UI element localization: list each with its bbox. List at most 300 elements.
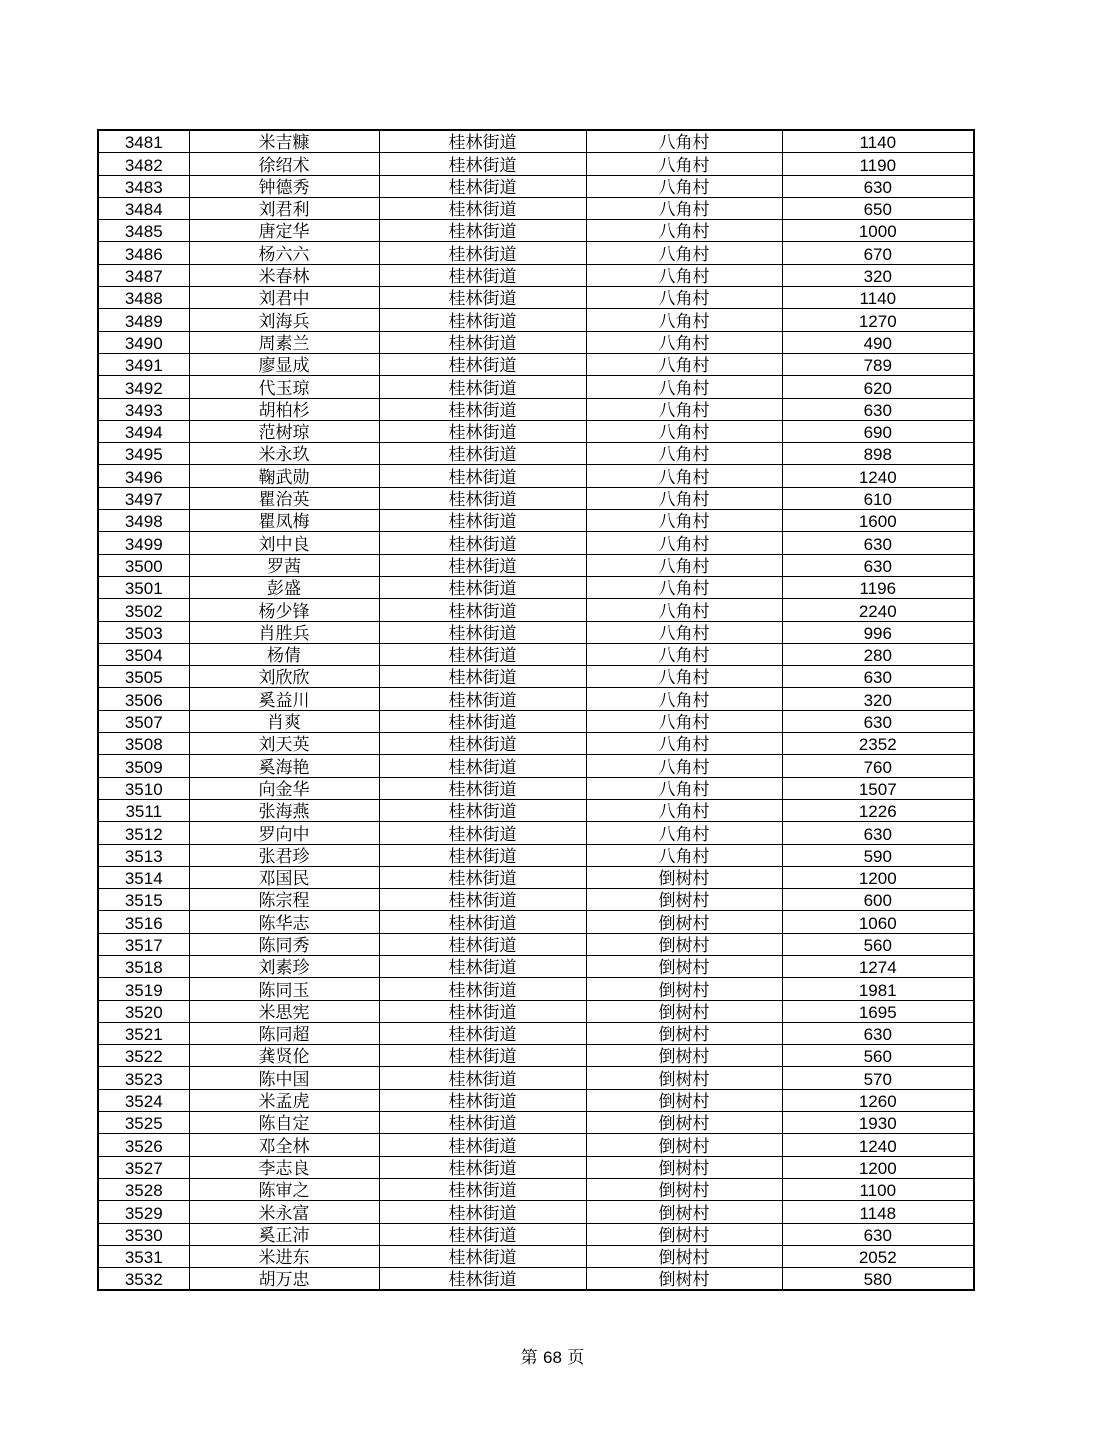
- village-cell: 倒树村: [586, 1000, 782, 1022]
- amount-cell: 1140: [782, 130, 974, 153]
- village-cell: 倒树村: [586, 1245, 782, 1267]
- street-cell: 桂林街道: [379, 420, 586, 442]
- street-cell: 桂林街道: [379, 1112, 586, 1134]
- amount-cell: 650: [782, 197, 974, 219]
- table-body: [98, 130, 974, 1290]
- village-cell: 八角村: [586, 710, 782, 732]
- name-cell: 陈华志: [189, 911, 379, 933]
- table-row: [98, 420, 974, 442]
- row-number-cell: 3485: [98, 220, 189, 242]
- amount-cell: 580: [782, 1268, 974, 1291]
- row-number-cell: 3524: [98, 1089, 189, 1111]
- name-cell: 刘欣欣: [189, 666, 379, 688]
- street-cell: 桂林街道: [379, 1245, 586, 1267]
- row-number-cell: 3502: [98, 599, 189, 621]
- amount-cell: 630: [782, 822, 974, 844]
- row-number-cell: 3531: [98, 1245, 189, 1267]
- name-cell: 罗茜: [189, 554, 379, 576]
- row-number-cell: 3516: [98, 911, 189, 933]
- table-row: [98, 487, 974, 509]
- street-cell: 桂林街道: [379, 532, 586, 554]
- street-cell: 桂林街道: [379, 1134, 586, 1156]
- table-row: [98, 822, 974, 844]
- street-cell: 桂林街道: [379, 197, 586, 219]
- name-cell: 刘君中: [189, 287, 379, 309]
- street-cell: 桂林街道: [379, 889, 586, 911]
- village-cell: 倒树村: [586, 1178, 782, 1200]
- street-cell: 桂林街道: [379, 487, 586, 509]
- amount-cell: 320: [782, 264, 974, 286]
- table-row: [98, 643, 974, 665]
- row-number-cell: 3484: [98, 197, 189, 219]
- row-number-cell: 3503: [98, 621, 189, 643]
- name-cell: 廖显成: [189, 353, 379, 375]
- village-cell: 八角村: [586, 799, 782, 821]
- amount-cell: 630: [782, 666, 974, 688]
- row-number-cell: 3499: [98, 532, 189, 554]
- page-number: 68: [543, 1348, 562, 1367]
- street-cell: 桂林街道: [379, 175, 586, 197]
- name-cell: 奚正沛: [189, 1223, 379, 1245]
- name-cell: 李志良: [189, 1156, 379, 1178]
- name-cell: 刘海兵: [189, 309, 379, 331]
- street-cell: 桂林街道: [379, 309, 586, 331]
- row-number-cell: 3512: [98, 822, 189, 844]
- row-number-cell: 3482: [98, 153, 189, 175]
- row-number-cell: 3530: [98, 1223, 189, 1245]
- village-cell: 八角村: [586, 309, 782, 331]
- village-cell: 八角村: [586, 532, 782, 554]
- amount-cell: 630: [782, 1223, 974, 1245]
- village-cell: 倒树村: [586, 889, 782, 911]
- village-cell: 八角村: [586, 510, 782, 532]
- street-cell: 桂林街道: [379, 398, 586, 420]
- table-row: [98, 287, 974, 309]
- row-number-cell: 3517: [98, 933, 189, 955]
- table-row: [98, 621, 974, 643]
- table-row: [98, 130, 974, 153]
- village-cell: 八角村: [586, 197, 782, 219]
- name-cell: 米春林: [189, 264, 379, 286]
- street-cell: 桂林街道: [379, 844, 586, 866]
- name-cell: 杨少锋: [189, 599, 379, 621]
- street-cell: 桂林街道: [379, 510, 586, 532]
- village-cell: 八角村: [586, 666, 782, 688]
- row-number-cell: 3504: [98, 643, 189, 665]
- amount-cell: 1140: [782, 287, 974, 309]
- row-number-cell: 3532: [98, 1268, 189, 1291]
- row-number-cell: 3527: [98, 1156, 189, 1178]
- name-cell: 陈同秀: [189, 933, 379, 955]
- village-cell: 倒树村: [586, 1268, 782, 1291]
- amount-cell: 1200: [782, 866, 974, 888]
- street-cell: 桂林街道: [379, 242, 586, 264]
- row-number-cell: 3514: [98, 866, 189, 888]
- name-cell: 陈同玉: [189, 978, 379, 1000]
- street-cell: 桂林街道: [379, 130, 586, 153]
- village-cell: 八角村: [586, 264, 782, 286]
- row-number-cell: 3496: [98, 465, 189, 487]
- table-row: [98, 309, 974, 331]
- street-cell: 桂林街道: [379, 1268, 586, 1291]
- amount-cell: 1981: [782, 978, 974, 1000]
- name-cell: 罗向中: [189, 822, 379, 844]
- street-cell: 桂林街道: [379, 353, 586, 375]
- table-row: [98, 1067, 974, 1089]
- village-cell: 八角村: [586, 153, 782, 175]
- name-cell: 龚贤伦: [189, 1045, 379, 1067]
- name-cell: 彭盛: [189, 576, 379, 598]
- name-cell: 鞠武勋: [189, 465, 379, 487]
- name-cell: 肖爽: [189, 710, 379, 732]
- amount-cell: 320: [782, 688, 974, 710]
- row-number-cell: 3518: [98, 955, 189, 977]
- village-cell: 八角村: [586, 353, 782, 375]
- amount-cell: 630: [782, 710, 974, 732]
- name-cell: 陈自定: [189, 1112, 379, 1134]
- amount-cell: 630: [782, 532, 974, 554]
- table-row: [98, 331, 974, 353]
- table-row: [98, 264, 974, 286]
- name-cell: 米永富: [189, 1201, 379, 1223]
- row-number-cell: 3508: [98, 733, 189, 755]
- village-cell: 八角村: [586, 175, 782, 197]
- footer-prefix: 第: [520, 1348, 538, 1368]
- amount-cell: 2240: [782, 599, 974, 621]
- street-cell: 桂林街道: [379, 220, 586, 242]
- table-row: [98, 220, 974, 242]
- street-cell: 桂林街道: [379, 576, 586, 598]
- village-cell: 八角村: [586, 465, 782, 487]
- name-cell: 杨六六: [189, 242, 379, 264]
- village-cell: 倒树村: [586, 1223, 782, 1245]
- village-cell: 八角村: [586, 621, 782, 643]
- street-cell: 桂林街道: [379, 1045, 586, 1067]
- table-row: [98, 1089, 974, 1111]
- amount-cell: 690: [782, 420, 974, 442]
- table-row: [98, 510, 974, 532]
- name-cell: 唐定华: [189, 220, 379, 242]
- row-number-cell: 3483: [98, 175, 189, 197]
- table-row: [98, 153, 974, 175]
- street-cell: 桂林街道: [379, 1201, 586, 1223]
- village-cell: 八角村: [586, 643, 782, 665]
- table-row: [98, 398, 974, 420]
- village-cell: 倒树村: [586, 1089, 782, 1111]
- row-number-cell: 3520: [98, 1000, 189, 1022]
- amount-cell: 1000: [782, 220, 974, 242]
- name-cell: 米思宪: [189, 1000, 379, 1022]
- street-cell: 桂林街道: [379, 688, 586, 710]
- amount-cell: 1274: [782, 955, 974, 977]
- amount-cell: 560: [782, 933, 974, 955]
- street-cell: 桂林街道: [379, 866, 586, 888]
- name-cell: 陈同超: [189, 1022, 379, 1044]
- village-cell: 八角村: [586, 220, 782, 242]
- table-row: [98, 688, 974, 710]
- name-cell: 徐绍术: [189, 153, 379, 175]
- table-row: [98, 599, 974, 621]
- row-number-cell: 3488: [98, 287, 189, 309]
- street-cell: 桂林街道: [379, 822, 586, 844]
- amount-cell: 1200: [782, 1156, 974, 1178]
- name-cell: 肖胜兵: [189, 621, 379, 643]
- street-cell: 桂林街道: [379, 287, 586, 309]
- row-number-cell: 3481: [98, 130, 189, 153]
- table-row: [98, 911, 974, 933]
- name-cell: 米吉糠: [189, 130, 379, 153]
- village-cell: 八角村: [586, 599, 782, 621]
- name-cell: 奚益川: [189, 688, 379, 710]
- name-cell: 米孟虎: [189, 1089, 379, 1111]
- street-cell: 桂林街道: [379, 376, 586, 398]
- street-cell: 桂林街道: [379, 599, 586, 621]
- table-row: [98, 978, 974, 1000]
- village-cell: 八角村: [586, 443, 782, 465]
- amount-cell: 570: [782, 1067, 974, 1089]
- table-row: [98, 465, 974, 487]
- street-cell: 桂林街道: [379, 755, 586, 777]
- table-row: [98, 1045, 974, 1067]
- street-cell: 桂林街道: [379, 666, 586, 688]
- table-row: [98, 1022, 974, 1044]
- name-cell: 陈审之: [189, 1178, 379, 1200]
- village-cell: 八角村: [586, 844, 782, 866]
- row-number-cell: 3489: [98, 309, 189, 331]
- village-cell: 八角村: [586, 130, 782, 153]
- table-row: [98, 866, 974, 888]
- street-cell: 桂林街道: [379, 1022, 586, 1044]
- name-cell: 米永玖: [189, 443, 379, 465]
- name-cell: 刘天英: [189, 733, 379, 755]
- village-cell: 八角村: [586, 398, 782, 420]
- amount-cell: 898: [782, 443, 974, 465]
- amount-cell: 1196: [782, 576, 974, 598]
- name-cell: 米进东: [189, 1245, 379, 1267]
- row-number-cell: 3486: [98, 242, 189, 264]
- table-row: [98, 955, 974, 977]
- data-table: [97, 129, 975, 1291]
- row-number-cell: 3515: [98, 889, 189, 911]
- row-number-cell: 3498: [98, 510, 189, 532]
- amount-cell: 1060: [782, 911, 974, 933]
- amount-cell: 1226: [782, 799, 974, 821]
- village-cell: 倒树村: [586, 1112, 782, 1134]
- village-cell: 八角村: [586, 554, 782, 576]
- amount-cell: 630: [782, 1022, 974, 1044]
- table-row: [98, 666, 974, 688]
- amount-cell: 2052: [782, 1245, 974, 1267]
- row-number-cell: 3494: [98, 420, 189, 442]
- village-cell: 八角村: [586, 822, 782, 844]
- amount-cell: 1100: [782, 1178, 974, 1200]
- amount-cell: 630: [782, 175, 974, 197]
- amount-cell: 1190: [782, 153, 974, 175]
- village-cell: 倒树村: [586, 978, 782, 1000]
- village-cell: 八角村: [586, 755, 782, 777]
- name-cell: 杨倩: [189, 643, 379, 665]
- street-cell: 桂林街道: [379, 643, 586, 665]
- amount-cell: 1695: [782, 1000, 974, 1022]
- amount-cell: 760: [782, 755, 974, 777]
- amount-cell: 1260: [782, 1089, 974, 1111]
- amount-cell: 490: [782, 331, 974, 353]
- table-row: [98, 197, 974, 219]
- amount-cell: 280: [782, 643, 974, 665]
- table-row: [98, 1156, 974, 1178]
- name-cell: 瞿治英: [189, 487, 379, 509]
- street-cell: 桂林街道: [379, 1000, 586, 1022]
- row-number-cell: 3526: [98, 1134, 189, 1156]
- village-cell: 倒树村: [586, 866, 782, 888]
- row-number-cell: 3505: [98, 666, 189, 688]
- amount-cell: 996: [782, 621, 974, 643]
- amount-cell: 1507: [782, 777, 974, 799]
- row-number-cell: 3501: [98, 576, 189, 598]
- village-cell: 八角村: [586, 287, 782, 309]
- table-row: [98, 1134, 974, 1156]
- amount-cell: 1240: [782, 1134, 974, 1156]
- street-cell: 桂林街道: [379, 554, 586, 576]
- table-row: [98, 733, 974, 755]
- village-cell: 倒树村: [586, 1156, 782, 1178]
- row-number-cell: 3490: [98, 331, 189, 353]
- name-cell: 周素兰: [189, 331, 379, 353]
- village-cell: 八角村: [586, 487, 782, 509]
- amount-cell: 670: [782, 242, 974, 264]
- name-cell: 刘君利: [189, 197, 379, 219]
- amount-cell: 590: [782, 844, 974, 866]
- name-cell: 向金华: [189, 777, 379, 799]
- table-row: [98, 933, 974, 955]
- village-cell: 八角村: [586, 777, 782, 799]
- street-cell: 桂林街道: [379, 1089, 586, 1111]
- name-cell: 代玉琼: [189, 376, 379, 398]
- street-cell: 桂林街道: [379, 621, 586, 643]
- row-number-cell: 3492: [98, 376, 189, 398]
- table-row: [98, 443, 974, 465]
- name-cell: 刘中良: [189, 532, 379, 554]
- table-row: [98, 799, 974, 821]
- street-cell: 桂林街道: [379, 933, 586, 955]
- row-number-cell: 3495: [98, 443, 189, 465]
- name-cell: 陈宗程: [189, 889, 379, 911]
- row-number-cell: 3525: [98, 1112, 189, 1134]
- footer-suffix: 页: [567, 1348, 585, 1368]
- table-row: [98, 242, 974, 264]
- street-cell: 桂林街道: [379, 1067, 586, 1089]
- amount-cell: 630: [782, 398, 974, 420]
- row-number-cell: 3507: [98, 710, 189, 732]
- amount-cell: 2352: [782, 733, 974, 755]
- amount-cell: 600: [782, 889, 974, 911]
- name-cell: 刘素珍: [189, 955, 379, 977]
- table-row: [98, 376, 974, 398]
- name-cell: 张海燕: [189, 799, 379, 821]
- street-cell: 桂林街道: [379, 777, 586, 799]
- name-cell: 范树琼: [189, 420, 379, 442]
- name-cell: 张君珍: [189, 844, 379, 866]
- row-number-cell: 3521: [98, 1022, 189, 1044]
- table-row: [98, 777, 974, 799]
- table-row: [98, 1000, 974, 1022]
- table-row: [98, 1201, 974, 1223]
- village-cell: 倒树村: [586, 955, 782, 977]
- amount-cell: 610: [782, 487, 974, 509]
- row-number-cell: 3528: [98, 1178, 189, 1200]
- table-row: [98, 889, 974, 911]
- amount-cell: 620: [782, 376, 974, 398]
- street-cell: 桂林街道: [379, 978, 586, 1000]
- street-cell: 桂林街道: [379, 799, 586, 821]
- name-cell: 钟德秀: [189, 175, 379, 197]
- street-cell: 桂林街道: [379, 710, 586, 732]
- row-number-cell: 3493: [98, 398, 189, 420]
- village-cell: 八角村: [586, 688, 782, 710]
- village-cell: 八角村: [586, 733, 782, 755]
- amount-cell: 789: [782, 353, 974, 375]
- street-cell: 桂林街道: [379, 1223, 586, 1245]
- amount-cell: 630: [782, 554, 974, 576]
- row-number-cell: 3497: [98, 487, 189, 509]
- table-row: [98, 576, 974, 598]
- street-cell: 桂林街道: [379, 1156, 586, 1178]
- street-cell: 桂林街道: [379, 264, 586, 286]
- row-number-cell: 3529: [98, 1201, 189, 1223]
- row-number-cell: 3522: [98, 1045, 189, 1067]
- name-cell: 胡万忠: [189, 1268, 379, 1291]
- row-number-cell: 3519: [98, 978, 189, 1000]
- street-cell: 桂林街道: [379, 733, 586, 755]
- street-cell: 桂林街道: [379, 911, 586, 933]
- village-cell: 八角村: [586, 242, 782, 264]
- village-cell: 倒树村: [586, 933, 782, 955]
- row-number-cell: 3513: [98, 844, 189, 866]
- name-cell: 奚海艳: [189, 755, 379, 777]
- street-cell: 桂林街道: [379, 153, 586, 175]
- village-cell: 八角村: [586, 331, 782, 353]
- village-cell: 倒树村: [586, 911, 782, 933]
- name-cell: 邓国民: [189, 866, 379, 888]
- street-cell: 桂林街道: [379, 955, 586, 977]
- amount-cell: 1600: [782, 510, 974, 532]
- village-cell: 倒树村: [586, 1067, 782, 1089]
- row-number-cell: 3510: [98, 777, 189, 799]
- table-row: [98, 554, 974, 576]
- table-row: [98, 1112, 974, 1134]
- amount-cell: 1930: [782, 1112, 974, 1134]
- table-row: [98, 755, 974, 777]
- street-cell: 桂林街道: [379, 331, 586, 353]
- row-number-cell: 3506: [98, 688, 189, 710]
- village-cell: 倒树村: [586, 1045, 782, 1067]
- row-number-cell: 3500: [98, 554, 189, 576]
- village-cell: 八角村: [586, 576, 782, 598]
- amount-cell: 1240: [782, 465, 974, 487]
- table-row: [98, 1245, 974, 1267]
- table-row: [98, 353, 974, 375]
- row-number-cell: 3511: [98, 799, 189, 821]
- table-row: [98, 1223, 974, 1245]
- village-cell: 倒树村: [586, 1201, 782, 1223]
- name-cell: 陈中国: [189, 1067, 379, 1089]
- name-cell: 邓全林: [189, 1134, 379, 1156]
- table-row: [98, 532, 974, 554]
- village-cell: 八角村: [586, 376, 782, 398]
- table-row: [98, 844, 974, 866]
- street-cell: 桂林街道: [379, 465, 586, 487]
- row-number-cell: 3523: [98, 1067, 189, 1089]
